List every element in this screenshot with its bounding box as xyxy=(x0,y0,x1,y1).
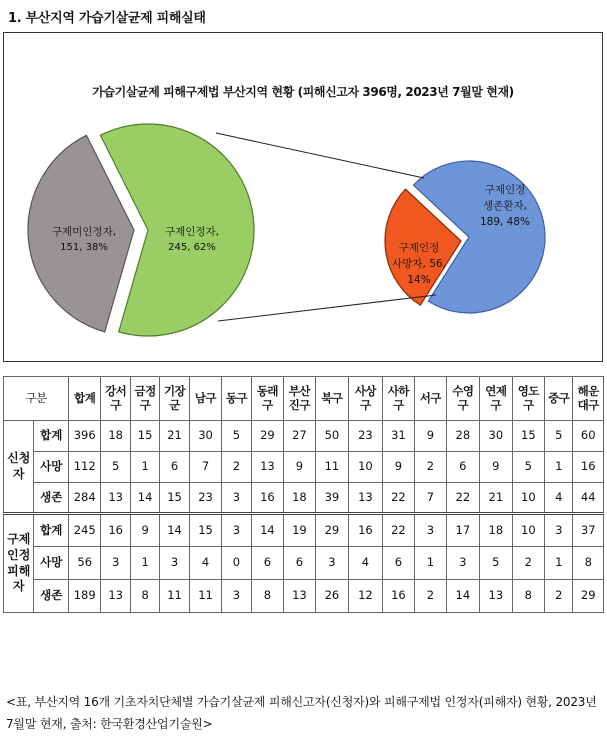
slice-label-recognized: 구제인정자, xyxy=(164,226,220,238)
table-row xyxy=(4,514,604,547)
table-cell: 4 xyxy=(349,547,383,580)
table-cell: 16 xyxy=(382,580,414,613)
table-cell: 28 xyxy=(446,421,480,452)
chart-title: 가습기살균제 피해구제법 부산지역 현황 (피해신고자 396명, 2023년 7월말 현재) xyxy=(92,85,514,99)
row-label: 사망 xyxy=(34,452,69,483)
table-cell: 2 xyxy=(415,452,446,483)
column-header: 금정 구 xyxy=(130,377,159,421)
table-cell: 18 xyxy=(480,514,512,547)
table-cell: 21 xyxy=(480,483,512,514)
table-cell: 31 xyxy=(382,421,414,452)
column-header: 중구 xyxy=(545,377,573,421)
column-header: 해운 대구 xyxy=(573,377,604,421)
pie-chart xyxy=(4,33,602,361)
table-cell: 13 xyxy=(480,580,512,613)
table-cell: 39 xyxy=(315,483,349,514)
table-cell: 11 xyxy=(315,452,349,483)
table-cell: 5 xyxy=(480,547,512,580)
table-cell: 16 xyxy=(101,514,130,547)
table-cell: 8 xyxy=(130,580,159,613)
row-label: 합계 xyxy=(34,514,69,547)
column-header: 연제 구 xyxy=(480,377,512,421)
table-cell: 6 xyxy=(382,547,414,580)
table-cell: 3 xyxy=(222,580,251,613)
table-cell: 9 xyxy=(130,514,159,547)
column-header: 동래 구 xyxy=(251,377,283,421)
table-cell: 6 xyxy=(284,547,315,580)
table-cell: 13 xyxy=(101,483,130,514)
header-row xyxy=(4,377,604,421)
table-cell: 7 xyxy=(189,452,221,483)
column-header: 기장 군 xyxy=(160,377,189,421)
table-cell: 26 xyxy=(315,580,349,613)
row-label: 사망 xyxy=(34,547,69,580)
table-cell: 1 xyxy=(130,452,159,483)
table-cell: 9 xyxy=(382,452,414,483)
table-cell: 8 xyxy=(251,580,283,613)
table-cell: 50 xyxy=(315,421,349,452)
slice-label-survivors-2: 189, 48% xyxy=(479,216,531,228)
table-cell: 29 xyxy=(315,514,349,547)
table-cell: 4 xyxy=(189,547,221,580)
table-cell: 396 xyxy=(68,421,100,452)
table-cell: 1 xyxy=(130,547,159,580)
table-cell: 5 xyxy=(222,421,251,452)
slice-value-recognized: 245, 62% xyxy=(168,242,216,253)
table-cell: 23 xyxy=(189,483,221,514)
row-label: 생존 xyxy=(34,580,69,613)
column-header: 사상 구 xyxy=(349,377,383,421)
table-caption: <표, 부산지역 16개 기초자치단체별 가습기살균제 피해신고자(신청자)와 피해구제법 인정자(피해자) 현황, 2023년7월말 현재, 출처: 한국환경산업기술원> xyxy=(6,695,597,731)
table-cell: 10 xyxy=(512,483,544,514)
table-cell: 5 xyxy=(101,452,130,483)
table-cell: 29 xyxy=(251,421,283,452)
table-cell: 56 xyxy=(68,547,100,580)
table-cell: 8 xyxy=(573,547,604,580)
slice-label-deceased-1: 사망자, 56, xyxy=(392,258,446,270)
connector-line-top xyxy=(216,133,424,178)
slice-label-survivors-0: 구제인정 xyxy=(484,184,526,196)
column-header: 사하 구 xyxy=(382,377,414,421)
table-cell: 30 xyxy=(189,421,221,452)
table-body xyxy=(4,421,604,613)
column-header: 동구 xyxy=(222,377,251,421)
table-cell: 13 xyxy=(251,452,283,483)
column-header: 남구 xyxy=(189,377,221,421)
table-cell: 2 xyxy=(222,452,251,483)
table-cell: 10 xyxy=(512,514,544,547)
table-row xyxy=(4,452,604,483)
section-heading: 1. 부산지역 가습기살균제 피해실태 xyxy=(8,11,206,26)
table-cell: 29 xyxy=(573,580,604,613)
table-cell: 30 xyxy=(480,421,512,452)
column-header: 수영 구 xyxy=(446,377,480,421)
table-cell: 44 xyxy=(573,483,604,514)
table-cell: 284 xyxy=(68,483,100,514)
column-header: 강서 구 xyxy=(101,377,130,421)
table-row xyxy=(4,421,604,452)
slice-label-survivors-1: 생존환자, xyxy=(483,200,527,212)
connector-line-bottom xyxy=(218,295,436,321)
table-cell: 189 xyxy=(68,580,100,613)
table-cell: 18 xyxy=(101,421,130,452)
table-cell: 15 xyxy=(189,514,221,547)
table-cell: 2 xyxy=(545,580,573,613)
column-header: 부산 진구 xyxy=(284,377,315,421)
table-cell: 21 xyxy=(160,421,189,452)
table-row xyxy=(4,580,604,613)
table-cell: 9 xyxy=(480,452,512,483)
table-cell: 10 xyxy=(349,452,383,483)
slice-value-unrecognized: 151, 38% xyxy=(60,242,108,253)
table-cell: 11 xyxy=(160,580,189,613)
table-cell: 13 xyxy=(284,580,315,613)
table-cell: 13 xyxy=(101,580,130,613)
column-header: 합계 xyxy=(68,377,100,421)
table-cell: 14 xyxy=(446,580,480,613)
slice-label-deceased-0: 구제인정 xyxy=(398,242,440,254)
table-cell: 19 xyxy=(284,514,315,547)
table-cell: 3 xyxy=(315,547,349,580)
table-cell: 3 xyxy=(222,483,251,514)
table-row xyxy=(4,547,604,580)
slice-label-deceased-2: 14% xyxy=(407,274,431,286)
table-cell: 1 xyxy=(545,452,573,483)
table-cell: 15 xyxy=(512,421,544,452)
table-cell: 22 xyxy=(446,483,480,514)
table-cell: 13 xyxy=(349,483,383,514)
table-cell: 16 xyxy=(251,483,283,514)
table-header xyxy=(4,377,604,421)
table-cell: 1 xyxy=(415,547,446,580)
table-cell: 9 xyxy=(284,452,315,483)
table-cell: 17 xyxy=(446,514,480,547)
group-label: 신청 자 xyxy=(4,421,34,514)
table-cell: 5 xyxy=(512,452,544,483)
table-cell: 27 xyxy=(284,421,315,452)
table-cell: 4 xyxy=(545,483,573,514)
table-cell: 6 xyxy=(160,452,189,483)
table-cell: 60 xyxy=(573,421,604,452)
table-cell: 3 xyxy=(446,547,480,580)
table-cell: 3 xyxy=(545,514,573,547)
table-cell: 9 xyxy=(415,421,446,452)
table-cell: 3 xyxy=(415,514,446,547)
table-cell: 2 xyxy=(512,547,544,580)
table-cell: 15 xyxy=(130,421,159,452)
table-cell: 112 xyxy=(68,452,100,483)
table-cell: 245 xyxy=(68,514,100,547)
row-label: 생존 xyxy=(34,483,69,514)
chart-panel xyxy=(3,32,603,362)
table-cell: 18 xyxy=(284,483,315,514)
column-header: 북구 xyxy=(315,377,349,421)
table-cell: 1 xyxy=(545,547,573,580)
table-cell: 15 xyxy=(160,483,189,514)
table-cell: 16 xyxy=(349,514,383,547)
table-cell: 8 xyxy=(512,580,544,613)
header-corner: 구분 xyxy=(4,377,69,421)
table-cell: 3 xyxy=(222,514,251,547)
table-cell: 3 xyxy=(160,547,189,580)
table-cell: 22 xyxy=(382,514,414,547)
damage-table xyxy=(3,376,604,613)
table-cell: 14 xyxy=(251,514,283,547)
group-label: 구제 인정 피해 자 xyxy=(4,514,34,613)
table-cell: 37 xyxy=(573,514,604,547)
table-cell: 6 xyxy=(446,452,480,483)
table-cell: 3 xyxy=(101,547,130,580)
table-cell: 16 xyxy=(573,452,604,483)
table-cell: 6 xyxy=(251,547,283,580)
row-label: 합계 xyxy=(34,421,69,452)
slice-label-unrecognized: 구제미인정자, xyxy=(51,226,117,238)
table-cell: 12 xyxy=(349,580,383,613)
table-cell: 14 xyxy=(160,514,189,547)
table-row xyxy=(4,483,604,514)
table-cell: 11 xyxy=(189,580,221,613)
column-header: 서구 xyxy=(415,377,446,421)
table-cell: 22 xyxy=(382,483,414,514)
table-cell: 0 xyxy=(222,547,251,580)
table-cell: 7 xyxy=(415,483,446,514)
table-cell: 2 xyxy=(415,580,446,613)
table-cell: 14 xyxy=(130,483,159,514)
table-cell: 23 xyxy=(349,421,383,452)
column-header: 영도 구 xyxy=(512,377,544,421)
table-cell: 5 xyxy=(545,421,573,452)
